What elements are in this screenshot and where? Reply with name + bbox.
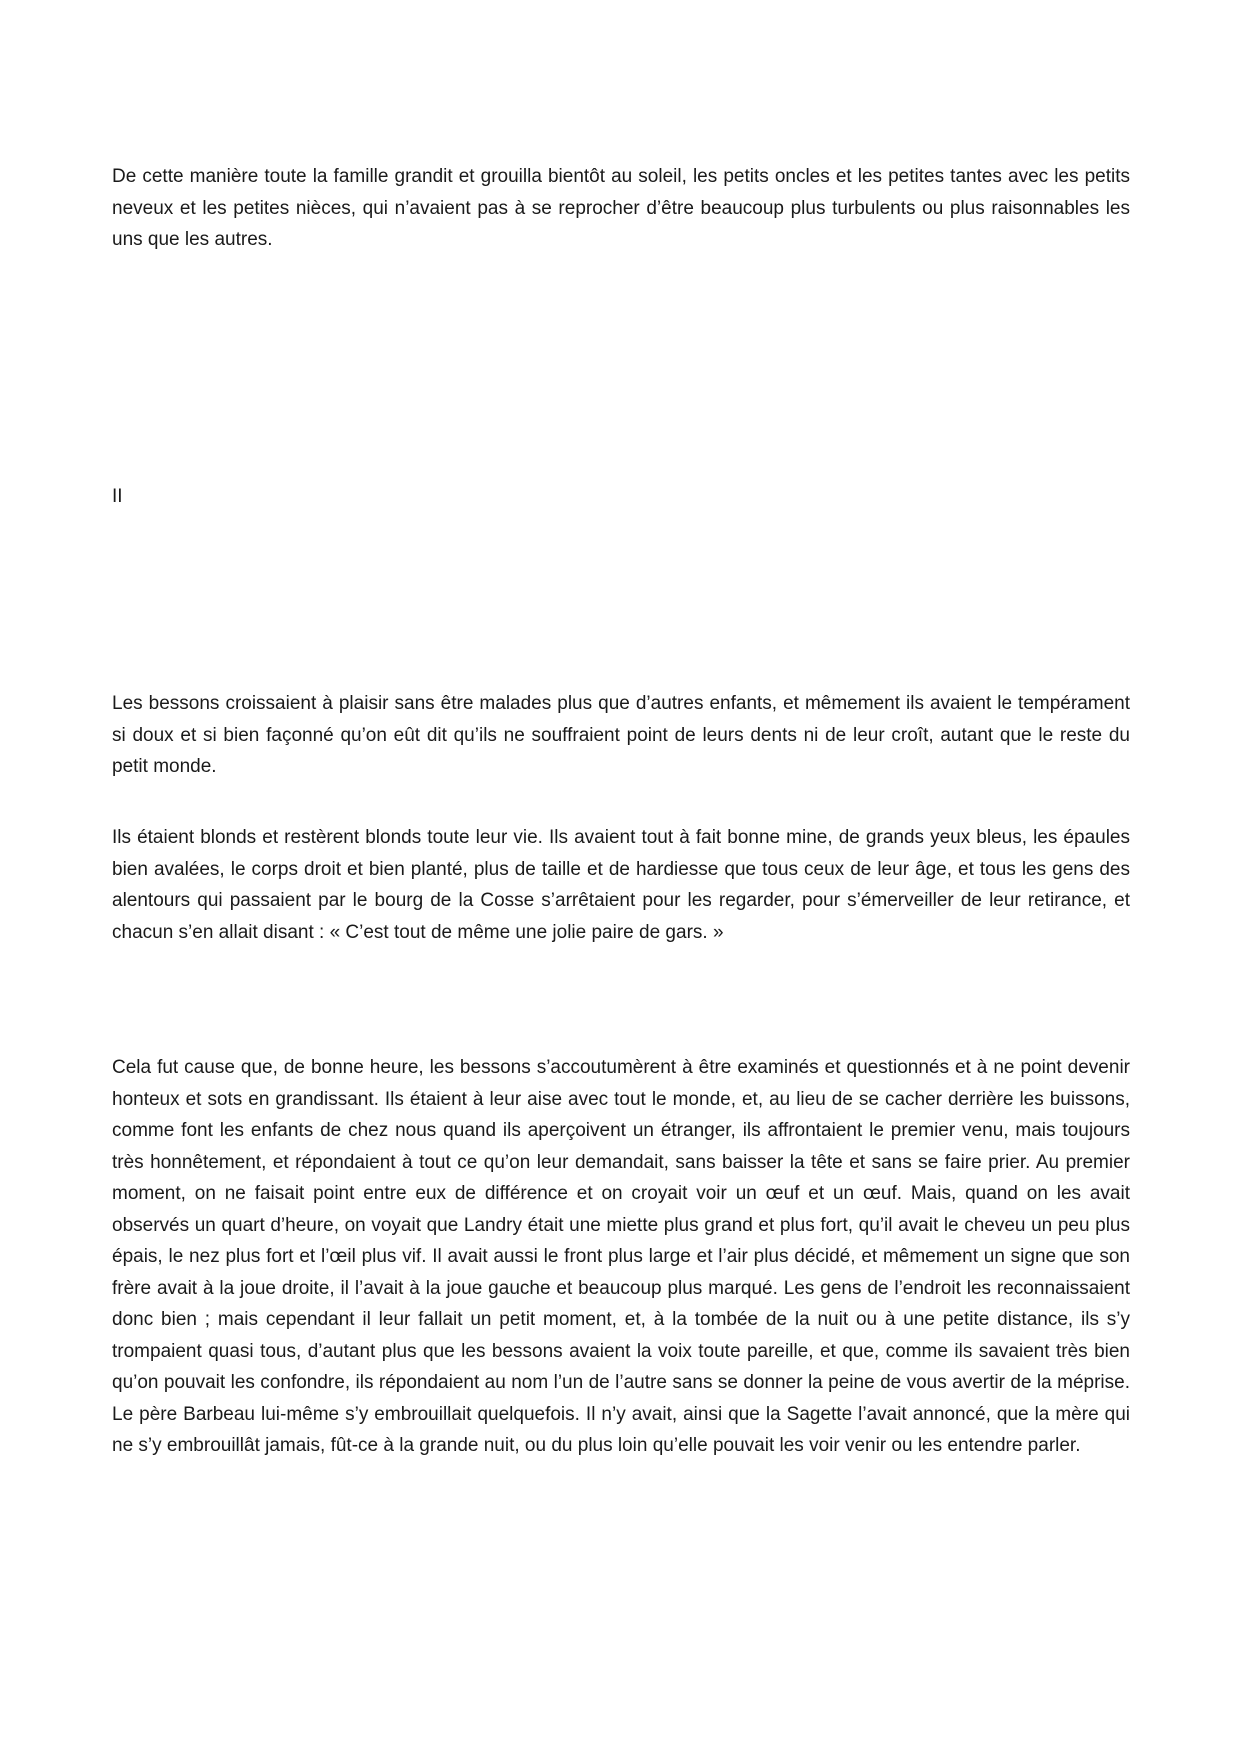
paragraph-family-grows: De cette manière toute la famille grandit et grouilla bientôt au soleil, les petits oncles et les petites tantes avec les petits neveux et les petites nièces, qui n’avaient pas à se reprocher d’être beaucoup plus turbulents ou plus raisonnables les uns que les autres. xyxy=(112,166,1130,250)
paragraph-bessons-differences: Cela fut cause que, de bonne heure, les bessons s’accoutumèrent à être examinés et questionnés et à ne point devenir honteux et sots en grandissant. Ils étaient à leur aise avec tout le monde, et, au lieu de se cacher derrière les buissons, comme font les enfants de chez nous quand ils aperçoivent un étranger, ils affrontaient le premier venu, mais toujours très honnêtement, et répondaient à tout ce qu’on leur demandait, sans baisser la tête et sans se faire prier. Au premier moment, on ne faisait point entre eux de différence et on croyait voir un œuf et un œuf. Mais, quand on les avait observés un quart d’heure, on voyait que Landry était une miette plus grand et plus fort, qu’il avait le cheveu un peu plus épais, le nez plus fort et l’œil plus vif. Il avait aussi le front plus large et l’air plus décidé, et mêmement un signe que son frère avait à la joue droite, il l’avait à la joue gauche et beaucoup plus marqué. Les gens de l’endroit les reconnaissaient donc bien ; mais cependant il leur fallait un petit moment, et, à la tombée de la nuit ou à une petite distance, ils s’y trompaient quasi tous, d’autant plus que les bessons avaient la voix toute pareille, et que, comme ils savaient très bien qu’on pouvait les confondre, ils répondaient au nom l’un de l’autre sans se donner la peine de vous avertir de la méprise. Le père Barbeau lui-même s’y embrouillait quelquefois. Il n’y avait, ainsi que la Sagette l’avait annoncé, que la mère qui ne s’y embrouillât jamais, fût-ce à la grande nuit, ou du plus loin qu’elle pouvait les voir venir ou les entendre parler. xyxy=(112,1057,1130,1456)
paragraph-bessons-appearance: Ils étaient blonds et restèrent blonds toute leur vie. Ils avaient tout à fait bonne mine, de grands yeux bleus, les épaules bien avalées, le corps droit et bien planté, plus de taille et de hardiesse que tous ceux de leur âge, et tous les gens des alentours qui passaient par le bourg de la Cosse s’arrêtaient pour les regarder, pour s’émerveiller de leur retirance, et chacun s’en allait disant : « C’est tout de même une jolie paire de gars. » xyxy=(112,827,1130,943)
chapter-heading: II xyxy=(112,486,123,507)
paragraph-bessons-growing: Les bessons croissaient à plaisir sans être malades plus que d’autres enfants, et mêmement ils avaient le tempérament si doux et si bien façonné qu’on eût dit qu’ils ne souffraient point de leurs dents ni de leur croît, autant que le reste du petit monde. xyxy=(112,693,1130,777)
